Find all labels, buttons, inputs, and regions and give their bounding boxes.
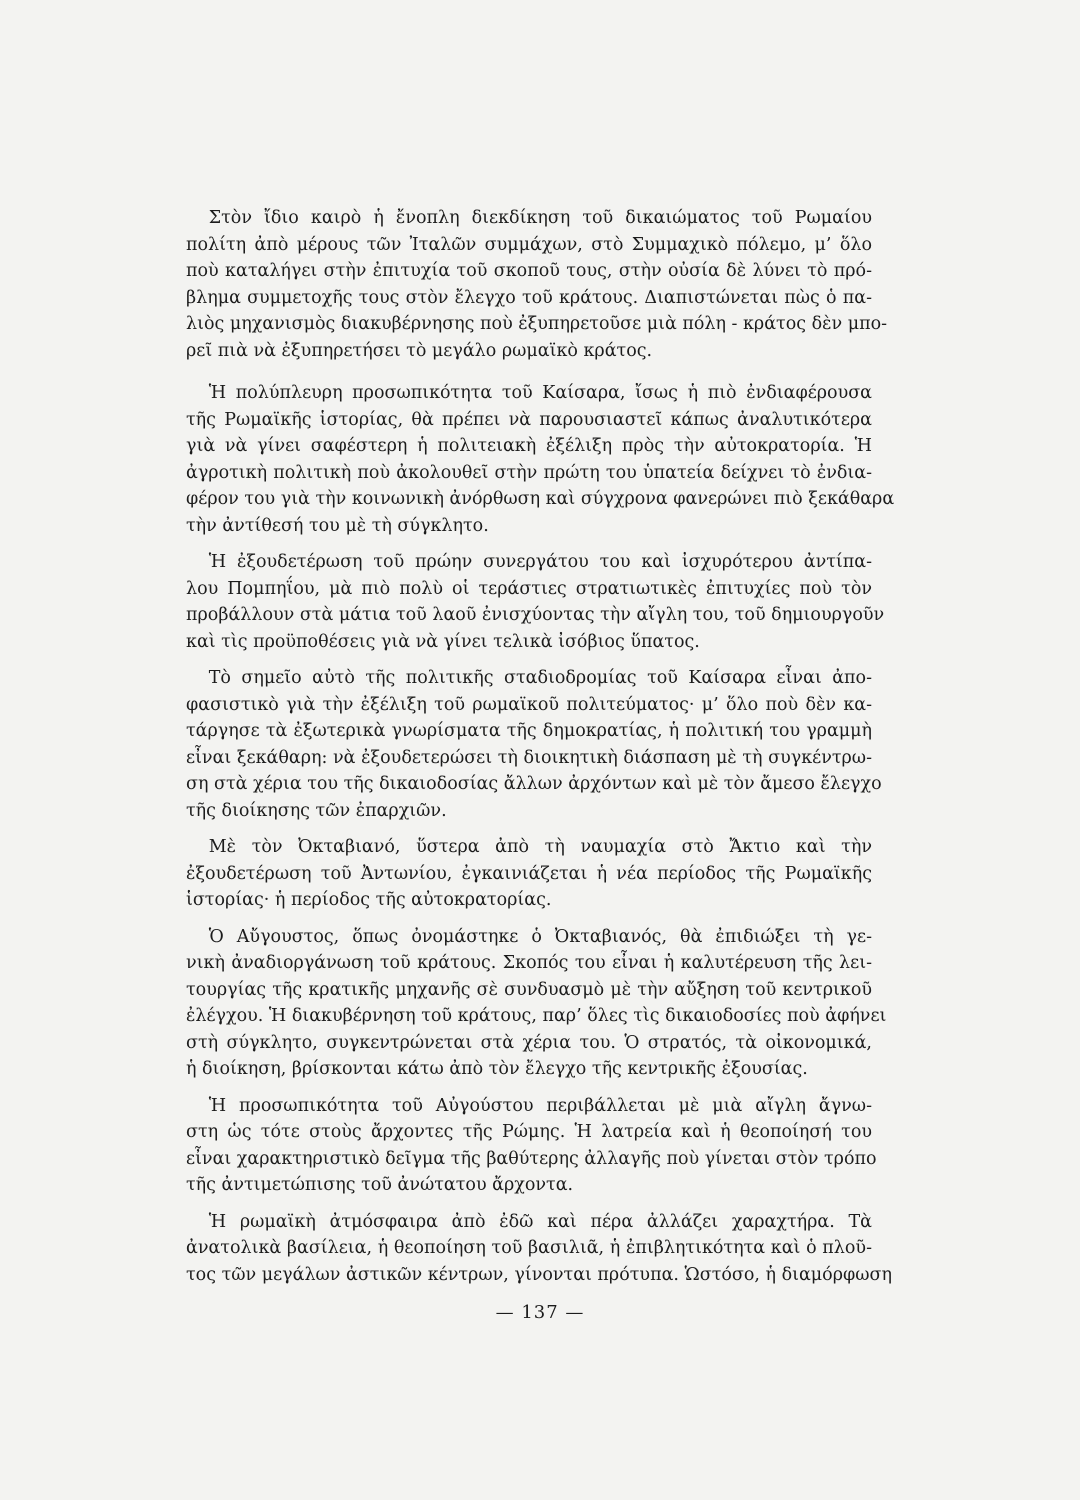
text-line: Τὸ σημεῖο αὐτὸ τῆς πολιτικῆς σταδιοδρομίας τοῦ Καίσαρα εἶναι ἀπο- <box>208 668 872 688</box>
text-line: νικὴ ἀναδιοργάνωση τοῦ κράτους. Σκοπός του εἶναι ἡ καλυτέρευση τῆς λει- <box>186 953 872 973</box>
paragraph <box>186 380 895 539</box>
text-line: Ἡ προσωπικότητα τοῦ Αὐγούστου περιβάλλεται μὲ μιὰ αἴγλη ἄγνω- <box>208 1095 872 1116</box>
text-line: τος τῶν μεγάλων ἀστικῶν κέντρων, γίνονται πρότυπα. Ὡστόσο, ἡ διαμόρφωση <box>186 1264 892 1285</box>
text-line: τουργίας τῆς κρατικῆς μηχανῆς σὲ συνδυασμὸ μὲ τὴν αὔξηση τοῦ κεντρικοῦ <box>186 979 872 1000</box>
paragraph <box>186 924 887 1083</box>
paragraph <box>186 665 882 824</box>
paragraph <box>186 1209 892 1289</box>
text-line: προβάλλουν στὰ μάτια τοῦ λαοῦ ἐνισχύοντας τὴν αἴγλη του, τοῦ δημιουργοῦν <box>186 605 885 625</box>
text-line: ἐλέγχου. Ἡ διακυβέρνηση τοῦ κράτους, παρ’ ὅλες τὶς δικαιοδοσίες ποὺ ἀφήνει <box>186 1006 887 1026</box>
text-line: Μὲ τὸν Ὀκταβιανό, ὕστερα ἀπὸ τὴ ναυμαχία στὸ Ἄκτιο καὶ τὴν <box>208 837 872 857</box>
text-line: φασιστικὸ γιὰ τὴν ἐξέλιξη τοῦ ρωμαϊκοῦ πολιτεύματος· μ’ ὅλο ποὺ δὲν κα- <box>186 694 872 715</box>
text-line: ἀγροτικὴ πολιτικὴ ποὺ ἀκολουθεῖ στὴν πρώτη του ὑπατεία δείχνει τὸ ἐνδια- <box>186 462 872 483</box>
text-line: γιὰ νὰ γίνει σαφέστερη ἡ πολιτειακὴ ἐξέλιξη πρὸς τὴν αὐτοκρατορία. Ἡ <box>186 436 872 456</box>
text-line: ἱστορίας· ἡ περίοδος τῆς αὐτοκρατορίας. <box>186 890 552 910</box>
text-line: στη ὡς τότε στοὺς ἄρχοντες τῆς Ρώμης. Ἡ λατρεία καὶ ἡ θεοποίησή του <box>186 1122 872 1142</box>
text-line: ποὺ καταλήγει στὴν ἐπιτυχία τοῦ σκοποῦ τους, στὴν οὐσία δὲ λύνει τὸ πρό- <box>186 261 872 281</box>
text-line: τῆς ἀντιμετώπισης τοῦ ἀνώτατου ἄρχοντα. <box>186 1175 574 1195</box>
text-line: εἶναι χαρακτηριστικὸ δεῖγμα τῆς βαθύτερης ἀλλαγῆς ποὺ γίνεται στὸν τρόπο <box>186 1148 877 1169</box>
text-line: τὴν ἀντίθεσή του μὲ τὴ σύγκλητο. <box>186 515 489 536</box>
paragraph <box>186 1093 877 1199</box>
text-line: λου Πομπηΐου, μὰ πιὸ πολὺ οἱ τεράστιες στρατιωτικὲς ἐπιτυχίες ποὺ τὸν <box>186 578 872 599</box>
text-line: Ἡ ρωμαϊκὴ ἀτμόσφαιρα ἀπὸ ἐδῶ καὶ πέρα ἀλλάζει χαραχτήρα. Τὰ <box>208 1211 872 1232</box>
paragraph <box>186 549 885 655</box>
text-line: καὶ τὶς προϋποθέσεις γιὰ νὰ γίνει τελικὰ ἰσόβιος ὕπατος. <box>186 631 700 652</box>
text-line: τάργησε τὰ ἐξωτερικὰ γνωρίσματα τῆς δημοκρατίας, ἡ πολιτική του γραμμὴ <box>186 721 872 741</box>
text-line: Ὁ Αὔγουστος, ὅπως ὀνομάστηκε ὁ Ὀκταβιανός, θὰ ἐπιδιώξει τὴ γε- <box>208 926 872 947</box>
text-line: Ἡ ἐξουδετέρωση τοῦ πρώην συνεργάτου του καὶ ἰσχυρότερου ἀντίπα- <box>208 552 872 572</box>
paragraph <box>186 834 872 914</box>
page-number: — 137 — <box>495 1302 585 1323</box>
body-text <box>186 205 895 1298</box>
text-line: ἐξουδετέρωση τοῦ Ἀντωνίου, ἐγκαινιάζεται ἡ νέα περίοδος τῆς Ρωμαϊκῆς <box>186 863 872 884</box>
text-line: Στὸν ἴδιο καιρὸ ἡ ἔνοπλη διεκδίκηση τοῦ δικαιώματος τοῦ Ρωμαίου <box>208 208 872 228</box>
text-line: στὴ σύγκλητο, συγκεντρώνεται στὰ χέρια του. Ὁ στρατός, τὰ οἰκονομικά, <box>186 1032 872 1053</box>
paragraph <box>186 205 888 364</box>
text-line: φέρον του γιὰ τὴν κοινωνικὴ ἀνόρθωση καὶ σύγχρονα φανερώνει πιὸ ξεκάθαρα <box>186 489 895 509</box>
text-line: ση στὰ χέρια του τῆς δικαιοδοσίας ἄλλων ἀρχόντων καὶ μὲ τὸν ἄμεσο ἔλεγχο <box>186 774 882 794</box>
text-line: ἀνατολικὰ βασίλεια, ἡ θεοποίηση τοῦ βασιλιᾶ, ἡ ἐπιβλητικότητα καὶ ὁ πλοῦ- <box>186 1238 872 1258</box>
text-line: λιὸς μηχανισμὸς διακυβέρνησης ποὺ ἐξυπηρετοῦσε μιὰ πόλη - κράτος δὲν μπο- <box>186 314 888 334</box>
text-line: τῆς Ρωμαϊκῆς ἱστορίας, θὰ πρέπει νὰ παρουσιαστεῖ κάπως ἀναλυτικότερα <box>186 409 872 430</box>
text-line: Ἡ πολύπλευρη προσωπικότητα τοῦ Καίσαρα, ἴσως ἡ πιὸ ἐνδιαφέρουσα <box>208 383 872 403</box>
text-line: ρεῖ πιὰ νὰ ἐξυπηρετήσει τὸ μεγάλο ρωμαϊκὸ κράτος. <box>186 340 653 361</box>
text-line: βλημα συμμετοχῆς τους στὸν ἔλεγχο τοῦ κράτους. Διαπιστώνεται πὼς ὁ πα- <box>186 287 872 308</box>
text-line: εἶναι ξεκάθαρη: νὰ ἐξουδετερώσει τὴ διοικητικὴ διάσπαση μὲ τὴ συγκέντρω- <box>186 747 872 768</box>
text-line: πολίτη ἀπὸ μέρους τῶν Ἰταλῶν συμμάχων, στὸ Συμμαχικὸ πόλεμο, μ’ ὅλο <box>186 234 872 255</box>
text-line: ἡ διοίκηση, βρίσκονται κάτω ἀπὸ τὸν ἔλεγχο τῆς κεντρικῆς ἐξουσίας. <box>186 1059 808 1079</box>
text-line: τῆς διοίκησης τῶν ἐπαρχιῶν. <box>186 800 447 821</box>
